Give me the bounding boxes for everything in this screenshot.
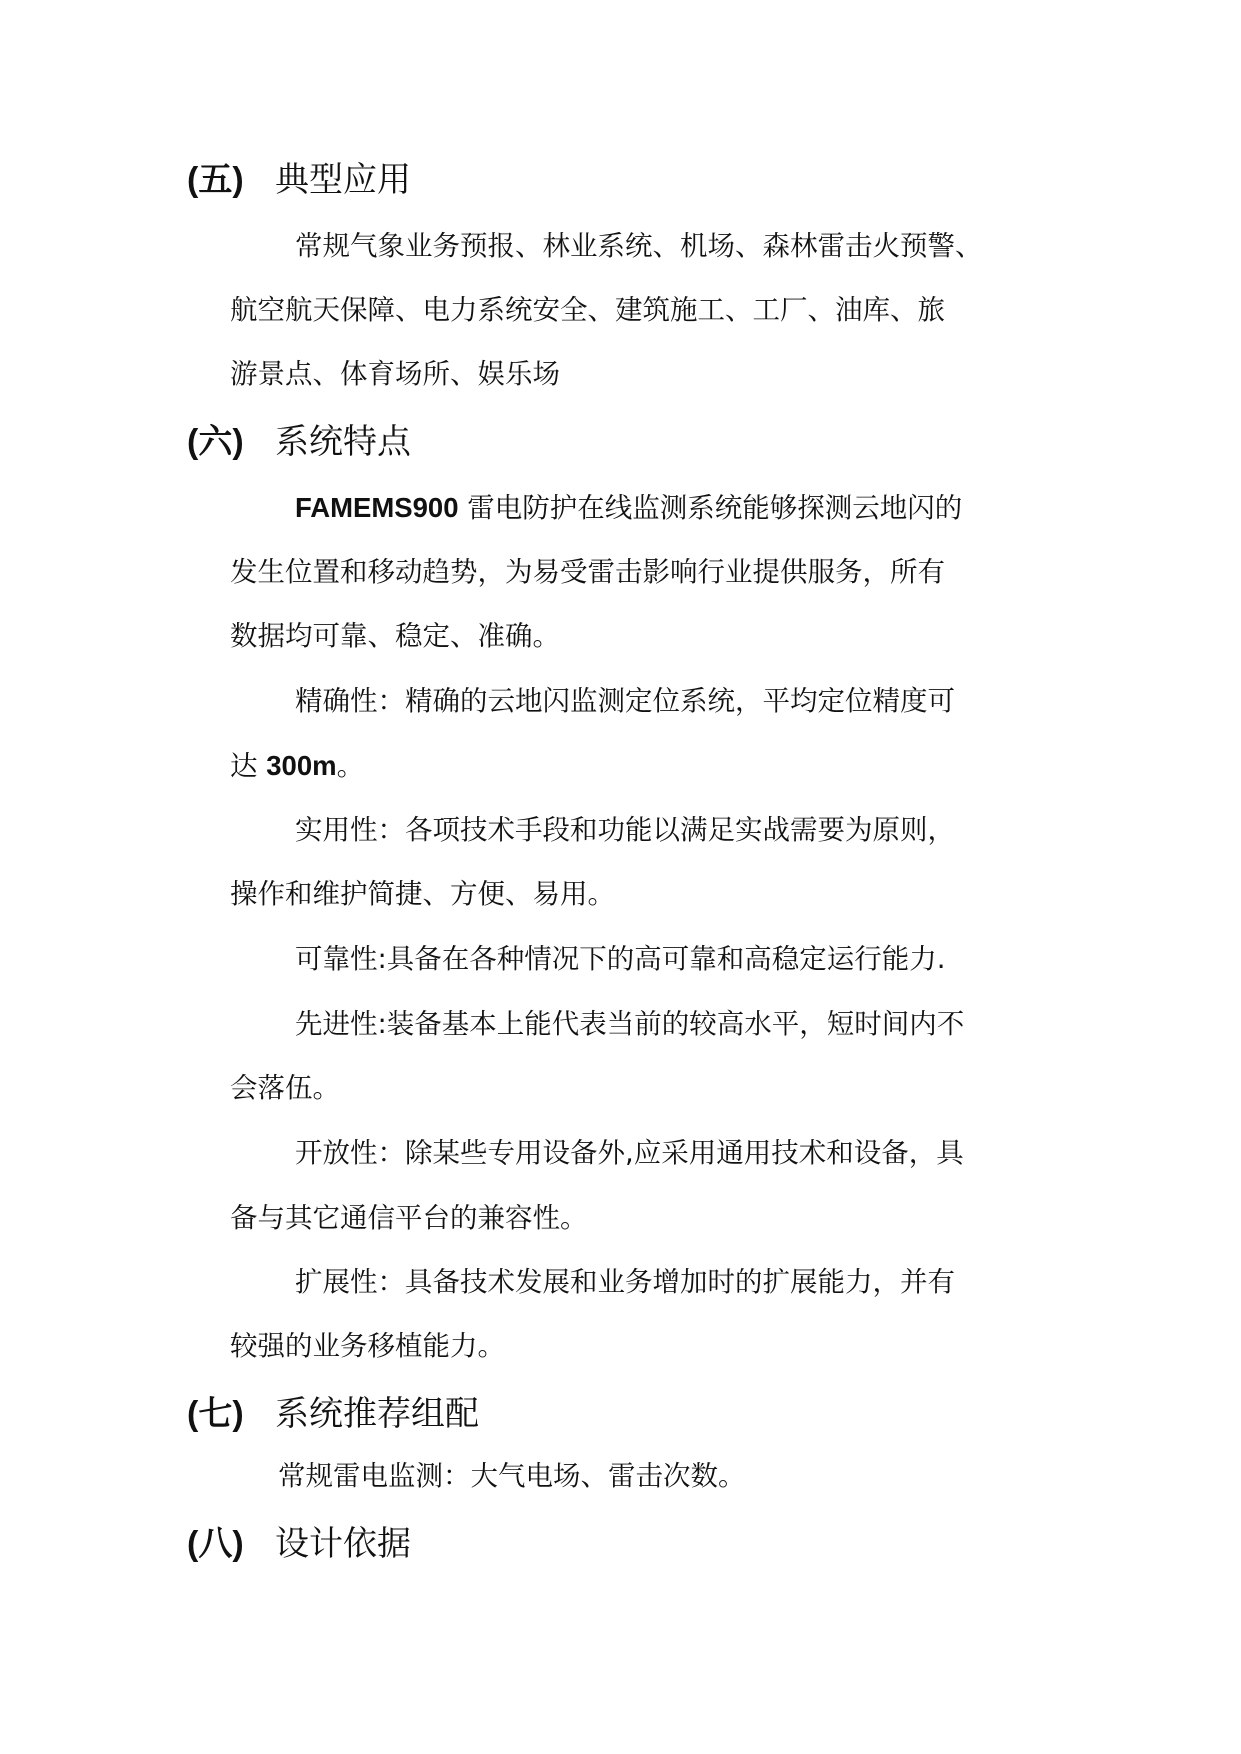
section-number: (七)	[187, 1395, 244, 1433]
section-title: 系统特点	[275, 422, 411, 462]
accuracy-value: 300m	[266, 750, 337, 781]
paragraph-line: 先进性:装备基本上能代表当前的较高水平，短时间内不	[295, 1008, 965, 1040]
paragraph-line	[230, 746, 364, 786]
section-number: (八)	[187, 1525, 244, 1563]
paragraph-line: 实用性：各项技术手段和功能以满足实战需要为原则，	[295, 814, 955, 846]
accuracy-suffix: 。	[336, 750, 365, 782]
paragraph-line: 较强的业务移植能力。	[230, 1330, 505, 1362]
section-title: 系统推荐组配	[275, 1394, 479, 1434]
paragraph-line: 常规气象业务预报、林业系统、机场、森林雷击火预警、	[295, 230, 983, 262]
paragraph-line	[295, 488, 962, 528]
paragraph-line: 备与其它通信平台的兼容性。	[230, 1202, 588, 1234]
paragraph-line: 扩展性：具备技术发展和业务增加时的扩展能力，并有	[295, 1266, 955, 1298]
accuracy-prefix: 达	[230, 750, 258, 782]
paragraph-line: 常规雷电监测：大气电场、雷击次数。	[278, 1460, 746, 1492]
paragraph-line: 游景点、体育场所、娱乐场	[230, 358, 560, 390]
paragraph-line: 精确性：精确的云地闪监测定位系统，平均定位精度可	[295, 685, 955, 717]
section-title: 典型应用	[275, 160, 411, 200]
product-code: FAMEMS900	[295, 492, 459, 523]
section-number: (六)	[187, 423, 244, 461]
section-number: (五)	[187, 161, 244, 199]
paragraph-line: 操作和维护简捷、方便、易用。	[230, 878, 615, 910]
paragraph-line: 会落伍。	[230, 1072, 340, 1104]
section-title: 设计依据	[275, 1524, 411, 1564]
paragraph-line: 数据均可靠、稳定、准确。	[230, 620, 560, 652]
paragraph-line: 航空航天保障、电力系统安全、建筑施工、工厂、油库、旅	[230, 294, 945, 326]
paragraph-line: 可靠性:具备在各种情况下的高可靠和高稳定运行能力.	[295, 943, 946, 975]
paragraph-line: 开放性：除某些专用设备外,应采用通用技术和设备，具	[295, 1137, 964, 1169]
paragraph-line: 发生位置和移动趋势，为易受雷击影响行业提供服务，所有	[230, 556, 945, 588]
intro-text: 雷电防护在线监测系统能够探测云地闪的	[467, 492, 963, 524]
